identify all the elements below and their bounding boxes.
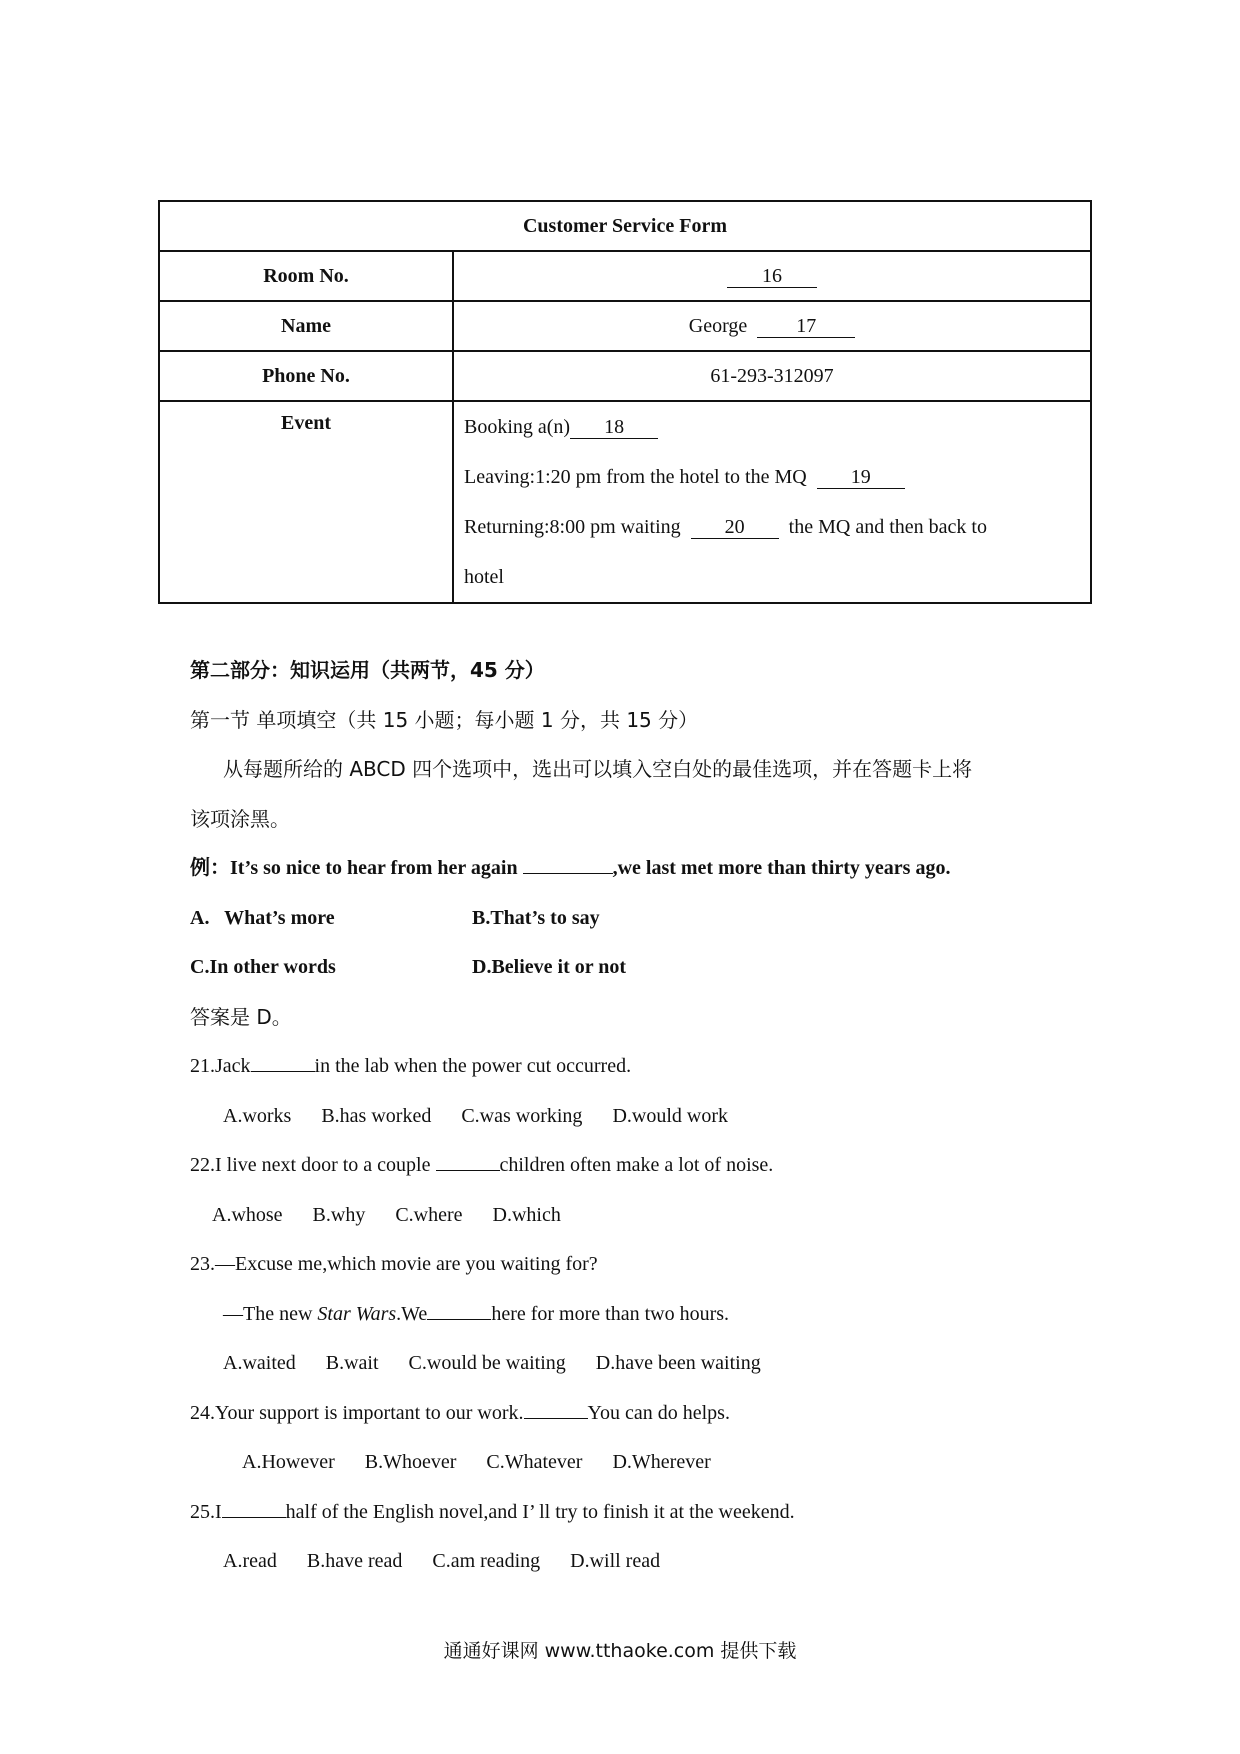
- question-24: [190, 1398, 1090, 1448]
- q21-option-a: A.works: [223, 1104, 292, 1127]
- section-subheading: 第一节 单项填空（共 15 小题；每小题 1 分，共 15 分）: [190, 707, 699, 732]
- returning-text: Returning:8:00 pm waiting: [464, 516, 681, 538]
- q24-options: [190, 1447, 1090, 1497]
- q25-prefix: 25.I: [190, 1500, 222, 1523]
- q22-prefix: 22.I live next door to a couple: [190, 1154, 436, 1176]
- q25-option-b: B.have read: [306, 1550, 403, 1572]
- instruction-line-2: 该项涂黑。: [190, 806, 290, 831]
- phone-label: Phone No.: [159, 351, 453, 401]
- example-option-c: C.In other words: [190, 956, 336, 978]
- page-footer: 通通好课网 www.tthaoke.com 提供下载: [443, 1640, 797, 1662]
- event-line-returning: [464, 512, 1080, 562]
- example-blank: [523, 853, 613, 874]
- name-prefix: George: [688, 314, 748, 337]
- booking-text: Booking a(n): [464, 416, 571, 438]
- event-line-leaving: [464, 462, 1080, 512]
- q23-reply-mid: .We: [396, 1302, 428, 1325]
- q22-blank: [436, 1150, 500, 1171]
- phone-value: 61-293-312097: [453, 351, 1091, 401]
- q23-movie-title: Star Wars: [317, 1302, 397, 1325]
- blank-16: 16: [727, 265, 817, 288]
- example-option-b: B.That’s to say: [472, 906, 600, 929]
- example-prefix: 例：It’s so nice to hear from her again: [190, 857, 523, 879]
- q22-option-b: B.why: [312, 1203, 366, 1226]
- question-21: [190, 1051, 1090, 1101]
- q23-option-d: D.have been waiting: [595, 1352, 761, 1374]
- q21-option-d: D.would work: [612, 1104, 728, 1127]
- returning-suffix: the MQ and then back to: [788, 516, 987, 538]
- blank-20: 20: [691, 516, 779, 539]
- q23-blank: [427, 1299, 491, 1320]
- instruction-line-1: 从每题所给的 ABCD 四个选项中，选出可以填入空白处的最佳选项，并在答题卡上将: [223, 757, 973, 781]
- q21-options: [190, 1101, 1090, 1151]
- blank-19: 19: [817, 466, 905, 489]
- q25-blank: [222, 1497, 286, 1518]
- example-options-ab: [190, 903, 1090, 953]
- q22-option-d: D.which: [492, 1203, 561, 1226]
- question-23: 23.—Excuse me,which movie are you waiting for?: [190, 1253, 598, 1275]
- leaving-text: Leaving:1:20 pm from the hotel to the MQ: [464, 466, 807, 488]
- q23-option-c: C.would be waiting: [408, 1352, 566, 1374]
- customer-service-form: [158, 200, 1092, 604]
- question-22: [190, 1150, 1090, 1200]
- q25-suffix: half of the English novel,and I’ ll try to finish it at the weekend.: [285, 1500, 795, 1523]
- room-label: Room No.: [159, 251, 453, 301]
- q24-prefix: 24.Your support is important to our work.: [190, 1401, 524, 1424]
- q25-options: [190, 1546, 1090, 1596]
- q21-suffix: in the lab when the power cut occurred.: [314, 1055, 632, 1077]
- example-option-d: D.Believe it or not: [472, 956, 627, 978]
- q22-option-c: C.where: [395, 1203, 463, 1226]
- q24-option-d: D.Wherever: [612, 1451, 711, 1473]
- q24-option-c: C.Whatever: [486, 1451, 583, 1473]
- room-value: [453, 251, 1091, 301]
- question-25: [190, 1497, 1090, 1547]
- event-label: Event: [159, 401, 453, 603]
- q23-option-b: B.wait: [325, 1352, 379, 1374]
- blank-18: 18: [570, 416, 658, 439]
- q25-option-c: C.am reading: [432, 1550, 541, 1572]
- q21-blank: [251, 1051, 315, 1072]
- name-label: Name: [159, 301, 453, 351]
- q24-option-b: B.Whoever: [364, 1451, 457, 1473]
- q23-option-a: A.waited: [223, 1352, 296, 1374]
- event-details: [453, 401, 1091, 603]
- q21-option-b: B.has worked: [321, 1104, 432, 1127]
- q22-suffix: children often make a lot of noise.: [499, 1154, 774, 1176]
- example-option-a: A. What’s more: [190, 906, 335, 929]
- q23-reply-suffix: here for more than two hours.: [491, 1302, 730, 1325]
- event-line-hotel: hotel: [464, 566, 504, 588]
- q21-option-c: C.was working: [461, 1104, 583, 1127]
- form-title: Customer Service Form: [159, 201, 1091, 251]
- q24-blank: [524, 1398, 588, 1419]
- q25-option-d: D.will read: [570, 1550, 661, 1572]
- q22-options: [190, 1200, 1090, 1250]
- q24-suffix: You can do helps.: [587, 1401, 730, 1424]
- question-23-reply: [190, 1299, 1090, 1349]
- section-heading: 第二部分：知识运用（共两节，45 分）: [190, 658, 545, 682]
- q24-option-a: A.However: [242, 1451, 335, 1473]
- name-value: [453, 301, 1091, 351]
- event-line-booking: [464, 412, 1080, 462]
- example-question: [190, 853, 1090, 903]
- example-answer: 答案是 D。: [190, 1004, 292, 1029]
- q21-prefix: 21.Jack: [190, 1055, 251, 1077]
- q23-options: [190, 1348, 1090, 1398]
- q23-reply-prefix: —The new: [223, 1302, 318, 1325]
- example-options-cd: [190, 952, 1090, 1002]
- q22-option-a: A.whose: [212, 1203, 283, 1226]
- blank-17: 17: [757, 315, 855, 338]
- exercise-section: [190, 655, 1090, 1596]
- q25-option-a: A.read: [223, 1550, 277, 1572]
- example-suffix: ,we last met more than thirty years ago.: [612, 857, 951, 879]
